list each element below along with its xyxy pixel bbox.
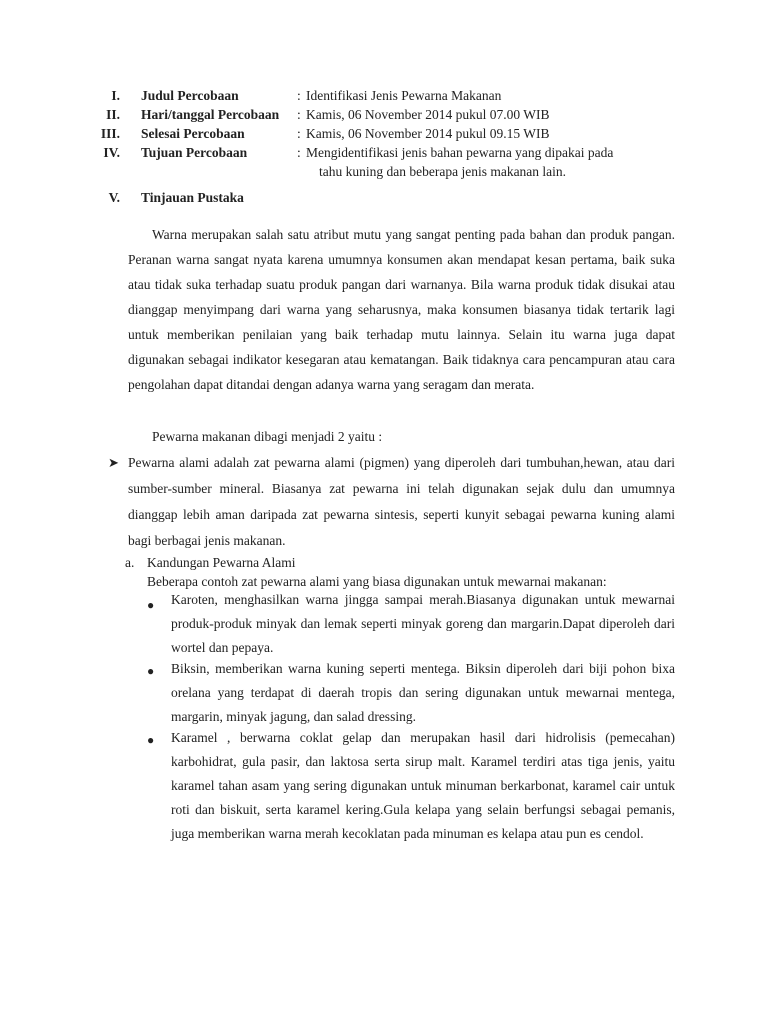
row-separator: : — [297, 107, 301, 122]
paragraph-classification: Pewarna makanan dibagi menjadi 2 yaitu : — [152, 429, 383, 444]
row-value: Kamis, 06 November 2014 pukul 09.15 WIB — [306, 126, 550, 141]
row-label: Tujuan Percobaan — [141, 145, 248, 160]
row-value: Identifikasi Jenis Pewarna Makanan — [306, 88, 502, 103]
row-value-continued: tahu kuning dan beberapa jenis makanan lain. — [319, 164, 567, 179]
row-separator: : — [297, 145, 301, 160]
list-item: Biksin, memberikan warna kuning seperti mentega. Biksin diperoleh dari biji pohon bixa orelana yang terdapat di daerah tropis dan sering digunakan untuk mewarnai mentega, margarin, minyak jagung, dan salad dressing. — [171, 661, 675, 724]
info-row-finish — [88, 124, 688, 143]
natural-dye-definition: Pewarna alami adalah zat pewarna alami (pigmen) yang diperoleh dari tumbuhan,hewan, atau dari sumber-sumber mineral. Biasanya zat pewarna ini telah digunakan sejak dulu dan umumnya dianggap lebih aman daripada zat pewarna sintesis, seperti kunyit sebagai pewarna kuning alami bagi berbagai jenis makanan. — [128, 455, 675, 548]
row-separator: : — [297, 126, 301, 141]
subsection-title: Kandungan Pewarna Alami — [147, 555, 296, 570]
row-label: Judul Percobaan — [141, 88, 239, 103]
subsection-intro: Beberapa contoh zat pewarna alami yang biasa digunakan untuk mewarnai makanan: — [147, 574, 607, 589]
info-row-date — [88, 105, 688, 124]
arrow-bullet-icon: ➤ — [108, 455, 119, 470]
info-row-title — [88, 86, 688, 105]
bullet-icon: ● — [147, 733, 155, 747]
row-number: III. — [100, 126, 120, 141]
experiment-info — [88, 86, 688, 179]
list-item: Karamel , berwarna coklat gelap dan merupakan hasil dari hidrolisis (pemecahan) karbohidrat, gula pasir, dan laktosa serta sirup malt. Karamel terdiri atas tiga jenis, yaitu karamel tahan asam yang sering digunakan untuk minuman berkarbonat, karamel cair untuk roti dan biskuit, serta karamel kering.Gula kelapa yang selain berfungsi sebagai pemanis, juga memberikan warna merah kecoklatan pada minuman es kelapa atau pun es cendol. — [171, 730, 675, 841]
list-item: Karoten, menghasilkan warna jingga sampai merah.Biasanya digunakan untuk mewarnai produk-produk minyak dan lemak seperti minyak goreng dan margarin.Dapat diperoleh dari wortel dan pepaya. — [171, 592, 675, 655]
row-label: Hari/tanggal Percobaan — [141, 107, 280, 122]
row-number: II. — [106, 107, 120, 122]
row-value: Kamis, 06 November 2014 pukul 07.00 WIB — [306, 107, 550, 122]
section-number: V. — [108, 190, 120, 205]
subsection-letter: a. — [125, 555, 135, 570]
bullet-icon: ● — [147, 664, 155, 678]
info-row-purpose — [88, 143, 688, 179]
row-label: Selesai Percobaan — [141, 126, 245, 141]
row-number: IV. — [103, 145, 120, 160]
row-value: Mengidentifikasi jenis bahan pewarna yang dipakai pada — [306, 145, 614, 160]
section-title: Tinjauan Pustaka — [141, 190, 244, 205]
paragraph-intro: Warna merupakan salah satu atribut mutu yang sangat penting pada bahan dan produk pangan. Peranan warna sangat nyata karena umumnya konsumen akan mendapat kesan pertama, baik suka atau tidak suka terhadap suatu produk pangan dari warnanya. Bila warna produk tidak disukai atau dianggap menyimpang dari warna yang seharusnya, maka konsumen biasanya tidak tertarik lagi untuk memberikan penilaian yang baik terhadap mutu lainnya. Selain itu warna juga dapat digunakan sebagai indikator kesegaran atau kematangan. Baik tidaknya cara pencampuran atau cara pengolahan dapat ditandai dengan adanya warna yang seragam dan merata. — [128, 227, 675, 392]
row-separator: : — [297, 88, 301, 103]
row-number: I. — [111, 88, 120, 103]
bullet-icon: ● — [147, 598, 155, 612]
